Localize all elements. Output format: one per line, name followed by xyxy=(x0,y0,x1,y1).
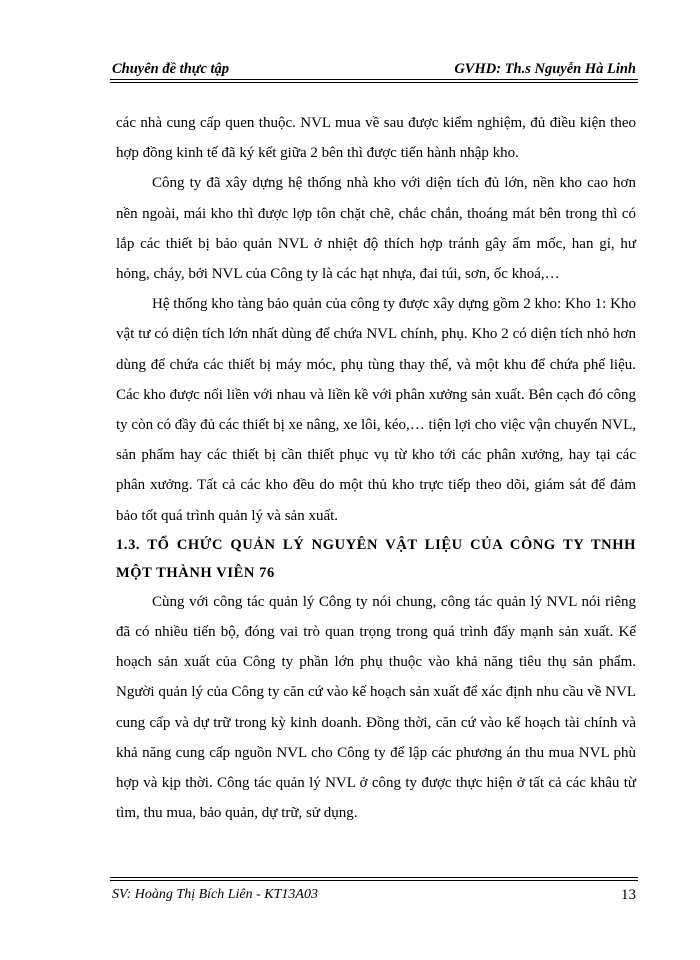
header-title: Chuyên đề thực tập xyxy=(112,61,230,77)
paragraph-3: Hệ thống kho tàng bảo quản của công ty được xây dựng gồm 2 kho: Kho 1: Kho vật tư có diện tích lớn nhất dùng để chứa NVL chính, phụ. Kho 2 có diện tích nhỏ hơn dùng để chứa các thiết bị máy móc, phụ tùng thay thế, và một khu để chứa phế liệu. Các kho được nối liền với nhau và liền kề với phân xưởng sản xuất. Bên cạch đó công ty còn có đầy đủ các thiết bị xe nâng, xe lôi, kéo,… tiện lợi cho việc vận chuyển NVL, sản phẩm hay các thiết bị cần thiết phục vụ từ kho tới các phân xưởng, hay tại các phân xưởng. Tất cả các kho đều do một thủ kho trực tiếp theo dõi, giám sát để đảm bảo tốt quá trình quản lý và sản xuất. xyxy=(116,296,636,524)
header-advisor: GVHD: Th.s Nguyễn Hà Linh xyxy=(454,61,636,77)
page-footer xyxy=(112,884,636,906)
paragraph-2: Công ty đã xây dựng hệ thống nhà kho với diện tích đủ lớn, nền kho cao hơn nền ngoài, mái kho thì được lợp tôn chặt chẽ, chắc chắn, thoáng mát bên trong thì có lắp các thiết bị bảo quản NVL ở nhiệt độ thích hợp tránh gây ẩm mốc, han gỉ, hư hỏng, cháy, bởi NVL của Công ty là các hạt nhựa, đai túi, sơn, ốc khoá,… xyxy=(116,175,636,283)
paragraph-1: các nhà cung cấp quen thuộc. NVL mua về sau được kiểm nghiệm, đủ điều kiện theo hợp đồng kinh tế đã ký kết giữa 2 bên thì được tiến hành nhập kho. xyxy=(116,115,636,162)
footer-divider xyxy=(110,877,638,881)
page-header xyxy=(112,52,636,78)
paragraph-4: Cùng với công tác quản lý Công ty nói chung, công tác quản lý NVL nói riêng đã có nhiều tiến bộ, đóng vai trò quan trọng trong quá trình đẩy mạnh sản xuất. Kế hoạch sản xuất của Công ty phần lớn phụ thuộc vào khả năng tiêu thụ sản phẩm. Người quản lý của Công ty căn cứ vào kế hoạch sản xuất để xác định nhu cầu về NVL cung cấp và dự trữ trong kỳ kinh doanh. Đồng thời, căn cứ vào kế hoạch tài chính và khả năng cung cấp nguồn NVL cho Công ty để lập các phương án thu mua NVL phù hợp và kịp thời. Công tác quản lý NVL ở công ty được thực hiện ở tất cả các khâu từ tìm, thu mua, bảo quản, dự trữ, sử dụng. xyxy=(116,593,636,822)
page-body xyxy=(116,108,636,828)
page-number: 13 xyxy=(621,886,636,903)
section-heading: 1.3. TỔ CHỨC QUẢN LÝ NGUYÊN VẬT LIỆU CỦA CÔNG TY TNHH MỘT THÀNH VIÊN 76 xyxy=(116,536,636,581)
header-divider xyxy=(110,79,638,83)
footer-student: SV: Hoàng Thị Bích Liên - KT13A03 xyxy=(112,887,318,902)
